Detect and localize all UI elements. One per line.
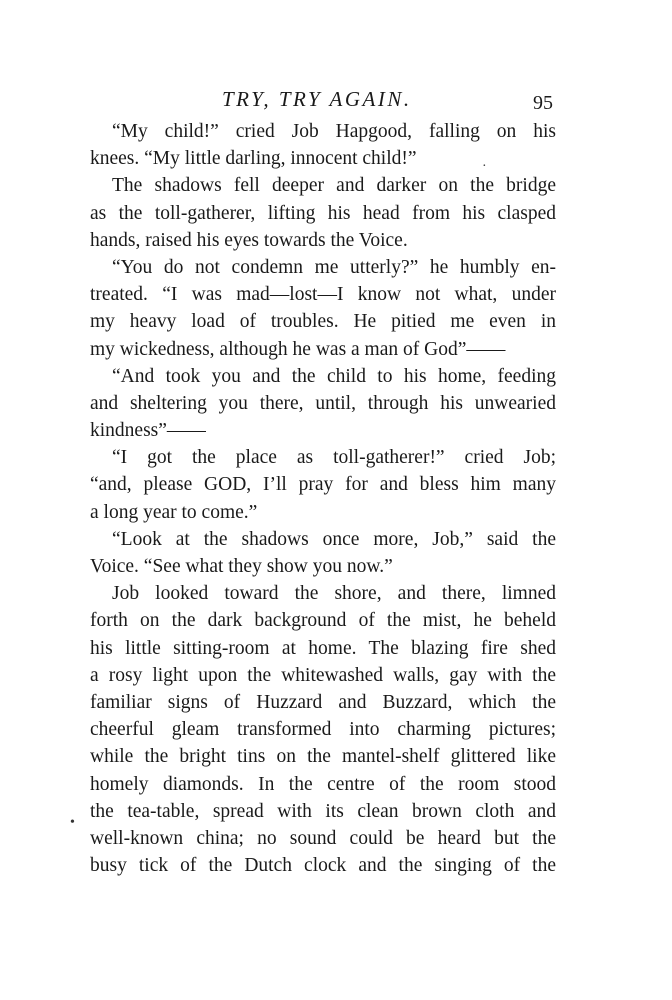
text-line: “And took you and the child to his home, feeding: [112, 365, 556, 387]
text-line: and sheltering you there, until, through his unwearied: [90, 392, 556, 414]
text-line: “and, please GOD, I’ll pray for and bless him many: [90, 474, 556, 496]
margin-dot: ·: [482, 159, 487, 174]
text-line: “Look at the shadows once more, Job,” said the: [112, 528, 556, 550]
text-line: busy tick of the Dutch clock and the singing of the: [90, 855, 556, 877]
running-title: TRY, TRY AGAIN.: [222, 87, 412, 111]
running-head: [0, 82, 672, 116]
margin-dot: •: [70, 815, 75, 830]
text-line: Voice. “See what they show you now.”: [90, 556, 393, 577]
text-line: the tea-table, spread with its clean brown cloth and: [90, 800, 556, 822]
text-line: cheerful gleam transformed into charming pictures;: [90, 719, 556, 741]
text-line: a long year to come.”: [90, 501, 258, 523]
text-line: my wickedness, although he was a man of God”——: [90, 338, 506, 360]
text-line: my heavy load of troubles. He pitied me even in: [90, 311, 556, 333]
text-line: as the toll-gatherer, lifting his head from his clasped: [90, 202, 556, 224]
text-line: hands, raised his eyes towards the Voice.: [90, 229, 408, 251]
text-line: “I got the place as toll-gatherer!” cried Job;: [112, 447, 556, 469]
text-line: familiar signs of Huzzard and Buzzard, which the: [90, 691, 556, 713]
text-line: homely diamonds. In the centre of the room stood: [90, 773, 556, 795]
text-line: a rosy light upon the whitewashed walls, gay with the: [90, 664, 556, 686]
text-line: Job looked toward the shore, and there, limned: [112, 583, 556, 605]
text-line: “You do not condemn me utterly?” he humbly en-: [112, 256, 556, 278]
text-line: treated. “I was mad—lost—I know not what, under: [90, 284, 556, 306]
page-number: 95: [533, 92, 553, 114]
text-line: The shadows fell deeper and darker on the bridge: [112, 175, 556, 197]
text-line: forth on the dark background of the mist, he beheld: [90, 610, 556, 632]
text-line: “My child!” cried Job Hapgood, falling on his: [112, 121, 556, 142]
text-line: kindness”——: [90, 420, 206, 442]
text-line: knees. “My little darling, innocent child!”: [90, 148, 417, 170]
text-line: his little sitting-room at home. The blazing fire shed: [90, 637, 556, 659]
text-line: well-known china; no sound could be heard but the: [90, 827, 556, 849]
body-text: [90, 118, 556, 879]
text-line: while the bright tins on the mantel-shelf glittered like: [90, 746, 556, 768]
